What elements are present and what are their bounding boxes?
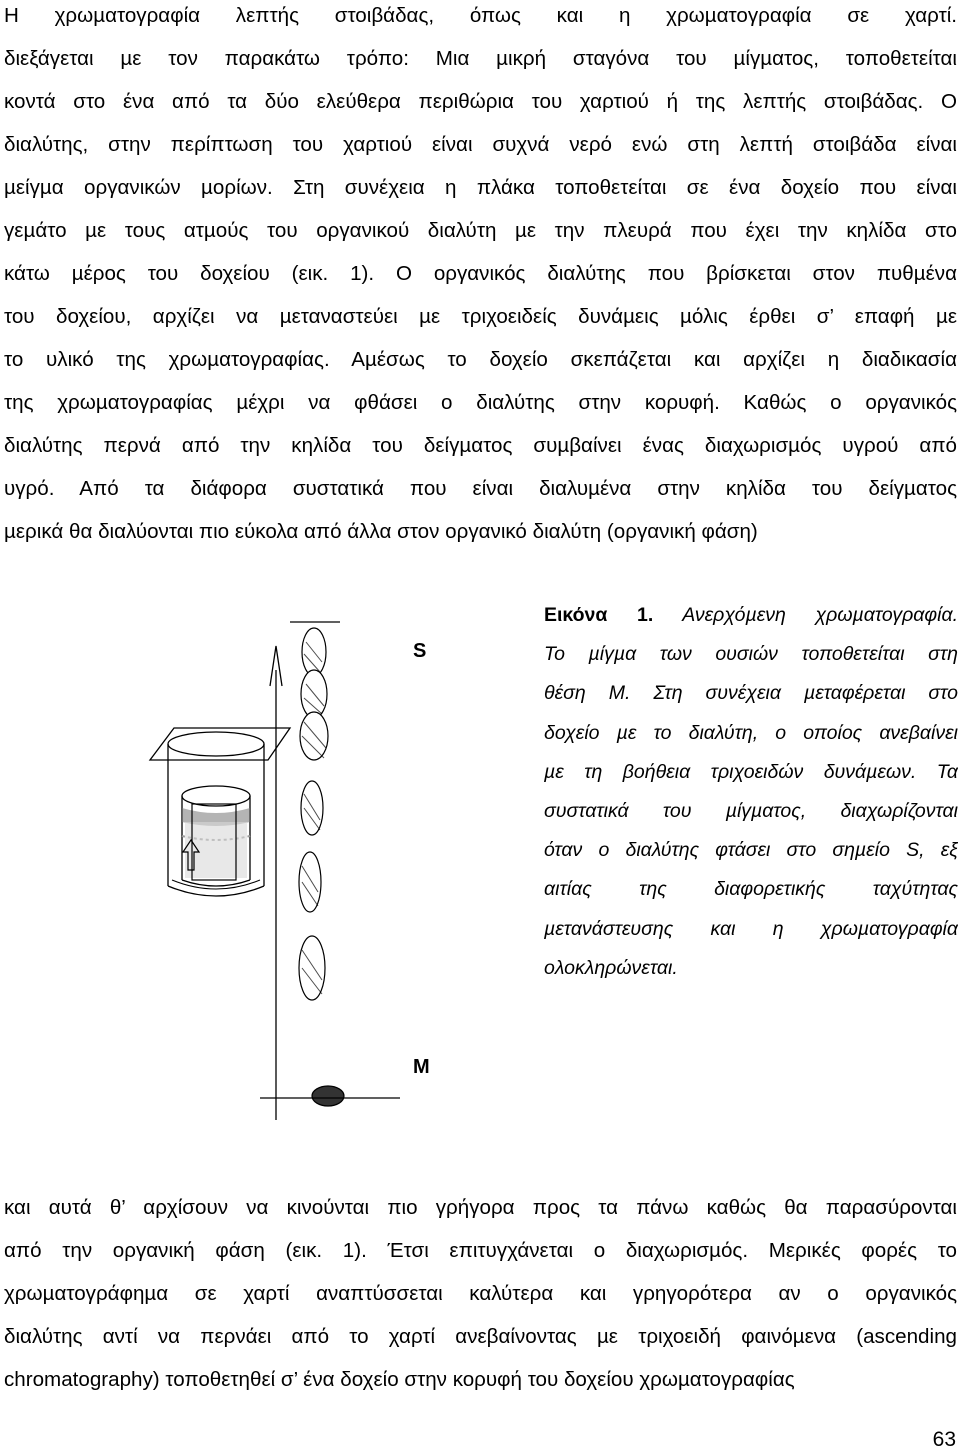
text-line: της χρωµατογραφίας µέχρι να φθάσει ο διαλύτης στην κορυφή. Καθώς ο οργανικός [4,391,957,414]
caption-line: Το µίγµα των ουσιών τοποθετείται στη [544,643,958,666]
figure-caption [544,596,958,988]
direction-arrow-icon [270,646,282,1120]
text-line: Η χρωµατογραφία λεπτής στοιβάδας, όπως και η χρωµατογραφία σε χαρτί. [4,4,957,27]
figure-label-s: S [413,640,427,662]
caption-line: θέση Μ. Στη συνέχεια µεταφέρεται στο [544,682,958,705]
origin-spot [312,1086,344,1106]
separated-spots [299,628,328,1000]
text-line: το υλικό της χρωµατογραφίας. Αµέσως το δοχείο σκεπάζεται και αρχίζει η διαδικασία [4,348,957,371]
text-line: µείγµα οργανικών µορίων. Στη συνέχεια η πλάκα τοποθετείται σε ένα δοχείο που είναι [4,176,957,199]
text-line: κοντά στο ένα από τα δύο ελεύθερα περιθώρια του χαρτιού ή της λεπτής στοιβάδας. Ο [4,90,957,113]
caption-title: Ανερχόµενη χρωµατογραφία. [653,604,958,626]
text-line: διαλύτης περνά από την κηλίδα του δείγµατος συµβαίνει ένας διαχωρισµός υγρού από [4,434,957,457]
caption-line: όταν ο διαλύτης φτάσει στο σηµείο S, εξ [544,839,958,862]
text-line: κάτω µέρος του δοχείου (εικ. 1). Ο οργανικός διαλύτης που βρίσκεται στον πυθµένα [4,262,957,285]
text-line: υγρό. Από τα διάφορα συστατικά που είναι διαλυµένα στην κηλίδα του δείγµατος [4,477,957,500]
figure-label-m: M [413,1056,430,1078]
container-lid [150,728,290,760]
figure-label: Εικόνα 1. [544,604,654,626]
text-line: διαλύτης, στην περίπτωση του χαρτιού είναι συχνά νερό ενώ στη λεπτή στοιβάδα είναι [4,133,957,156]
caption-line: συστατικά του µίγµατος, διαχωρίζονται [544,799,958,822]
caption-line [544,596,958,635]
caption-line: µετανάστευσης και η χρωµατογραφία [544,917,958,940]
text-line: διεξάγεται µε τον παρακάτω τρόπο: Μια µικρή σταγόνα του µίγµατος, τοποθετείται [4,47,957,70]
text-line: διαλύτης αντί να περνάει από το χαρτί ανεβαίνοντας µε τριχοειδή φαινόµενα (ascending [4,1325,957,1348]
text-line: µερικά θα διαλύονται πιο εύκολα από άλλα στον οργανικό διαλύτη (οργανική φάση) [4,520,758,543]
caption-line: δοχείο µε το διαλύτη, ο οποίος ανεβαίνει [544,721,958,744]
text-line: του δοχείου, αρχίζει να µεταναστεύει µε τριχοειδείς δυνάµεις µόλις έρθει σ’ επαφή µε [4,305,957,328]
text-line: και αυτά θ’ αρχίσουν να κινούνται πιο γρήγορα προς τα πάνω καθώς θα παρασύρονται [4,1196,957,1219]
text-line: από την οργανική φάση (εικ. 1). Έτσι επιτυγχάνεται ο διαχωρισµός. Μερικές φορές το [4,1239,957,1262]
text-line: γεµάτο µε τους ατµούς του οργανικού διαλύτη µε την πλευρά που έχει την κηλίδα στο [4,219,957,242]
body-paragraph-bottom [4,1186,957,1401]
chromatography-figure [130,590,530,1130]
body-paragraph-top [4,0,957,553]
text-line: chromatography) τοποθετηθεί σ’ ένα δοχείο στην κορυφή του δοχείου χρωµατογραφίας [4,1368,795,1391]
caption-line: µε τη βοήθεια τριχοειδών δυνάµεων. Τα [544,760,958,783]
page-number: 63 [932,1428,956,1451]
text-line: χρωµατογράφηµα σε χαρτί αναπτύσσεται καλύτερα και γρηγορότερα αν ο οργανικός [4,1282,957,1305]
caption-line: ολοκληρώνεται. [544,956,678,979]
caption-line: αιτίας της διαφορετικής ταχύτητας [544,878,958,901]
